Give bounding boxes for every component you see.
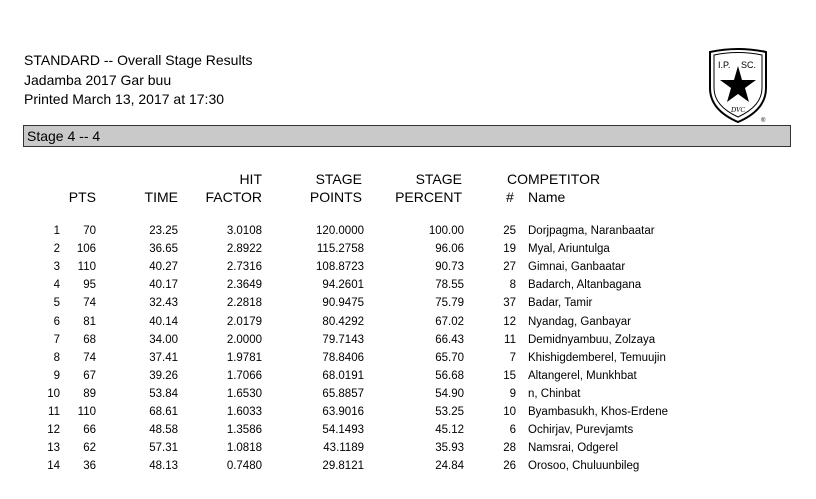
cell-pts: 66 — [83, 424, 96, 437]
table-row — [0, 222, 816, 240]
cell-percent: 100.00 — [428, 225, 464, 237]
cell-num: 37 — [503, 297, 516, 310]
cell-percent: 90.73 — [435, 261, 464, 274]
cell-time: 57.31 — [149, 442, 178, 455]
col-hit-1: HIT — [239, 171, 262, 187]
cell-hf: 0.7480 — [226, 460, 262, 473]
cell-pts: 68 — [83, 333, 96, 346]
cell-place: 9 — [53, 369, 60, 382]
cell-hf: 2.8922 — [226, 243, 262, 256]
cell-num: 10 — [503, 406, 516, 418]
table-row — [0, 421, 816, 439]
cell-pts: 110 — [77, 406, 96, 418]
table-row — [0, 313, 816, 331]
cell-num: 27 — [503, 261, 516, 274]
cell-points: 108.8723 — [316, 261, 364, 274]
cell-name: Dorjpagma, Naranbaatar — [528, 225, 655, 237]
cell-hf: 3.0108 — [226, 225, 262, 237]
cell-percent: 54.90 — [435, 387, 464, 400]
cell-hf: 2.0179 — [226, 315, 262, 328]
col-stage-points-2: POINTS — [309, 189, 362, 205]
cell-time: 40.14 — [149, 315, 178, 328]
cell-percent: 67.02 — [435, 315, 464, 328]
cell-percent: 78.55 — [435, 279, 464, 292]
cell-pts: 67 — [83, 369, 96, 382]
cell-place: 4 — [53, 279, 60, 292]
table-row — [0, 385, 816, 403]
table-row — [0, 439, 816, 457]
cell-place: 5 — [53, 297, 60, 310]
cell-hf: 1.9781 — [226, 351, 262, 364]
table-row — [0, 331, 816, 349]
stage-bar: Stage 4 -- 4 — [23, 125, 791, 147]
cell-pts: 74 — [83, 297, 96, 310]
cell-pts: 110 — [77, 261, 96, 274]
cell-place: 8 — [53, 351, 60, 364]
cell-name: Ochirjav, Purevjamts — [528, 424, 634, 437]
cell-name: n, Chinbat — [528, 387, 581, 400]
cell-place: 7 — [53, 333, 60, 346]
table-row — [0, 403, 816, 421]
cell-points: 80.4292 — [322, 315, 364, 328]
cell-hf: 2.0000 — [226, 333, 262, 346]
cell-pts: 70 — [83, 225, 96, 237]
cell-num: 25 — [503, 225, 516, 237]
cell-points: 63.9016 — [322, 406, 364, 418]
cell-points: 94.2601 — [322, 279, 364, 292]
report-title: STANDARD -- Overall Stage Results — [24, 52, 253, 68]
col-time: TIME — [144, 189, 178, 205]
col-num: # — [506, 189, 514, 205]
cell-num: 28 — [503, 442, 516, 455]
cell-num: 7 — [509, 351, 516, 364]
cell-hf: 2.3649 — [226, 279, 262, 292]
cell-num: 19 — [503, 243, 516, 256]
cell-place: 1 — [53, 225, 60, 237]
cell-time: 34.00 — [149, 333, 178, 346]
cell-points: 43.1189 — [323, 442, 364, 455]
cell-percent: 65.70 — [435, 351, 464, 364]
cell-percent: 56.68 — [435, 369, 464, 382]
cell-hf: 1.6530 — [226, 387, 262, 400]
cell-percent: 24.84 — [435, 460, 464, 473]
cell-hf: 1.7066 — [226, 369, 262, 382]
cell-time: 53.84 — [149, 387, 178, 400]
cell-pts: 81 — [83, 315, 96, 328]
ipsc-logo-icon — [706, 44, 770, 124]
cell-num: 26 — [503, 460, 516, 473]
cell-pts: 62 — [83, 442, 96, 455]
cell-pts: 106 — [76, 243, 96, 256]
cell-name: Gimnai, Ganbaatar — [528, 261, 626, 274]
table-row — [0, 240, 816, 258]
table-row — [0, 349, 816, 367]
cell-points: 54.1493 — [322, 424, 364, 437]
cell-place: 11 — [48, 406, 60, 418]
col-competitor: COMPETITOR — [507, 171, 601, 187]
col-pts: PTS — [68, 189, 96, 205]
cell-percent: 45.12 — [435, 424, 464, 437]
cell-name: Namsrai, Odgerel — [528, 442, 619, 455]
cell-place: 14 — [47, 460, 60, 473]
cell-name: Badarch, Altanbagana — [528, 279, 642, 292]
cell-num: 6 — [509, 424, 516, 437]
cell-pts: 89 — [83, 387, 96, 400]
cell-hf: 2.2818 — [226, 297, 262, 310]
cell-place: 6 — [53, 315, 60, 328]
cell-place: 10 — [47, 387, 60, 400]
cell-time: 39.26 — [149, 369, 178, 382]
table-row — [0, 276, 816, 294]
table-row — [0, 457, 816, 475]
cell-num: 12 — [503, 315, 516, 328]
printed-date: Printed March 13, 2017 at 17:30 — [24, 91, 225, 107]
col-stage-percent-1: STAGE — [415, 171, 462, 187]
logo-registered: ® — [761, 118, 766, 124]
cell-points: 120.0000 — [316, 225, 364, 237]
col-hit-2: FACTOR — [205, 189, 262, 205]
cell-name: Badar, Tamir — [528, 297, 593, 310]
cell-percent: 75.79 — [435, 297, 464, 310]
cell-hf: 1.3586 — [226, 424, 262, 437]
cell-points: 79.7143 — [322, 333, 364, 346]
cell-points: 68.0191 — [322, 369, 364, 382]
cell-num: 11 — [504, 333, 516, 346]
cell-time: 48.13 — [149, 460, 178, 473]
cell-place: 12 — [47, 424, 60, 437]
cell-name: Orosoo, Chuluunbileg — [528, 460, 640, 473]
cell-time: 23.25 — [149, 225, 178, 237]
cell-hf: 1.6033 — [226, 406, 262, 418]
cell-percent: 53.25 — [435, 406, 464, 418]
cell-points: 29.8121 — [322, 460, 364, 473]
cell-place: 2 — [53, 243, 60, 256]
cell-time: 32.43 — [149, 297, 178, 310]
cell-name: Byambasukh, Khos-Erdene — [528, 406, 668, 418]
table-row — [0, 294, 816, 312]
col-stage-points-1: STAGE — [315, 171, 362, 187]
cell-points: 90.9475 — [322, 297, 364, 310]
cell-name: Demidnyambuu, Zolzaya — [528, 333, 656, 346]
table-row — [0, 258, 816, 276]
col-name: Name — [528, 189, 566, 205]
logo-text-right: SC. — [741, 60, 757, 70]
logo-text-left: I.P. — [718, 60, 731, 70]
cell-time: 40.17 — [149, 279, 178, 292]
cell-time: 37.41 — [149, 351, 178, 364]
cell-percent: 66.43 — [435, 333, 464, 346]
cell-pts: 74 — [83, 351, 96, 364]
cell-place: 13 — [47, 442, 60, 455]
cell-time: 40.27 — [149, 261, 178, 274]
cell-num: 15 — [503, 369, 516, 382]
cell-name: Myal, Ariuntulga — [528, 243, 610, 256]
col-stage-percent-2: PERCENT — [395, 189, 462, 205]
cell-points: 78.8406 — [322, 351, 364, 364]
cell-pts: 95 — [83, 279, 96, 292]
cell-percent: 35.93 — [435, 442, 464, 455]
cell-pts: 36 — [83, 460, 96, 473]
cell-num: 8 — [509, 279, 516, 292]
cell-name: Nyandag, Ganbayar — [528, 315, 631, 328]
cell-percent: 96.06 — [435, 243, 464, 256]
cell-name: Altangerel, Munkhbat — [528, 369, 637, 382]
cell-points: 115.2758 — [316, 243, 364, 256]
cell-hf: 1.0818 — [226, 442, 262, 455]
cell-time: 36.65 — [149, 243, 178, 256]
match-name: Jadamba 2017 Gar buu — [24, 72, 172, 88]
cell-place: 3 — [53, 261, 60, 274]
cell-points: 65.8857 — [322, 387, 364, 400]
cell-name: Khishigdemberel, Temuujin — [528, 351, 666, 364]
logo-text-bottom: DVC — [731, 106, 745, 114]
table-row — [0, 367, 816, 385]
cell-time: 48.58 — [149, 424, 178, 437]
cell-num: 9 — [509, 387, 516, 400]
cell-time: 68.61 — [149, 406, 178, 418]
cell-hf: 2.7316 — [226, 261, 262, 274]
